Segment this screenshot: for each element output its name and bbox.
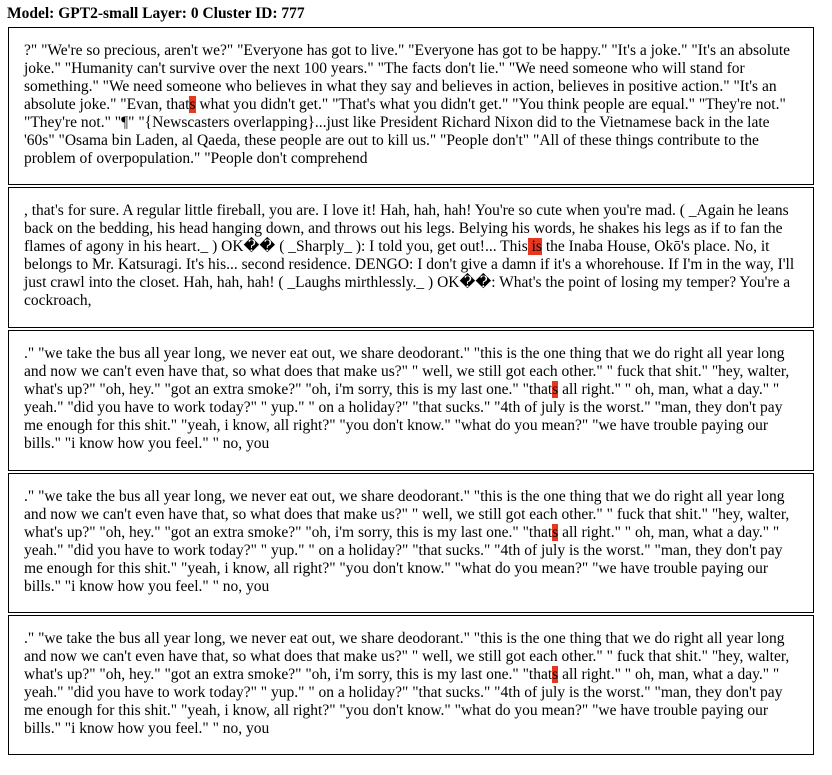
context-before: ." "we take the bus all year long, we never eat out, we share deodorant." "this is the one thing that we do right all year long and now we can't even have that, so what does that make us?" " well, we still got each other." " fuck that shit." "hey, walter, what's up?" "oh, hey." "got an extra smoke?" "oh, i'm sorry, this is my last one." "that <box>24 488 790 541</box>
example-card-5 <box>8 615 814 755</box>
example-card-1 <box>8 27 814 185</box>
context-after: all right." " oh, man, what a day." " yeah." "did you have to work today?" " yup." " on a holiday?" "that sucks." "4th of july is the worst." "man, they don't pay me enough for this shit." "yeah, i know, all right?" "you don't know." "what do you mean?" "we have trouble paying our bills." "i know how you feel." " no, you <box>24 381 783 452</box>
context-after: the Inaba House, Okō's place. No, it belongs to Mr. Katsuragi. It's his... second residence. DENGO: I don't give a damn if it's a whorehouse. If I'm in the way, I'll just crawl into the closet. Hah, hah, hah! ( _Laughs mirthlessly._ ) OK��: What's the point of losing my temper? You're a cockroach, <box>24 238 795 309</box>
context-after: all right." " oh, man, what a day." " yeah." "did you have to work today?" " yup." " on a holiday?" "that sucks." "4th of july is the worst." "man, they don't pay me enough for this shit." "yeah, i know, all right?" "you don't know." "what do you mean?" "we have trouble paying our bills." "i know how you feel." " no, you <box>24 524 783 595</box>
example-card-4 <box>8 473 814 613</box>
context-before: , that's for sure. A regular little fireball, you are. I love it! Hah, hah, hah! You're so cute when you're mad. ( _Again he leans back on the bedding, his head hanging down, and throws out his legs. Belying his words, he shakes his legs as if to fan the flames of agony in his heart._ ) OK�� ( _Sharply_ ): I told you, get out!... This <box>24 202 789 255</box>
example-card-2 <box>8 187 814 328</box>
context-before: ?" "We're so precious, aren't we?" "Everyone has got to live." "Everyone has got to be happy." "It's a joke." "It's an absolute joke." "Humanity can't survive over the next 100 years." "The facts don't lie." "We need someone who will stand for something." "We need someone who believes in what they say and believes in action, believes in positive action." "It's an absolute joke." "Evan, that <box>24 42 791 113</box>
highlighted-token: s <box>189 96 196 113</box>
context-after: what you didn't get." "That's what you didn't get." "You think people are equal." "They're not." "They're not." "¶" "{Newscasters overlapping}...just like President Richard Nixon did to the Vietnamese back in the late '60s" "Osama bin Laden, al Qaeda, these people are out to kill us." "People don't" "All of these things contribute to the problem of overpopulation." "People don't comprehend <box>24 96 786 167</box>
highlighted-token: s <box>552 666 559 683</box>
page-title: Model: GPT2-small Layer: 0 Cluster ID: 777 <box>7 5 305 22</box>
example-card-3 <box>8 330 814 471</box>
context-before: ." "we take the bus all year long, we never eat out, we share deodorant." "this is the one thing that we do right all year long and now we can't even have that, so what does that make us?" " well, we still got each other." " fuck that shit." "hey, walter, what's up?" "oh, hey." "got an extra smoke?" "oh, i'm sorry, this is my last one." "that <box>24 345 790 398</box>
highlighted-token: s <box>552 381 559 398</box>
context-after: all right." " oh, man, what a day." " yeah." "did you have to work today?" " yup." " on a holiday?" "that sucks." "4th of july is the worst." "man, they don't pay me enough for this shit." "yeah, i know, all right?" "you don't know." "what do you mean?" "we have trouble paying our bills." "i know how you feel." " no, you <box>24 666 783 737</box>
highlighted-token: s <box>552 524 559 541</box>
context-before: ." "we take the bus all year long, we never eat out, we share deodorant." "this is the one thing that we do right all year long and now we can't even have that, so what does that make us?" " well, we still got each other." " fuck that shit." "hey, walter, what's up?" "oh, hey." "got an extra smoke?" "oh, i'm sorry, this is my last one." "that <box>24 630 790 683</box>
highlighted-token: is <box>527 238 542 255</box>
